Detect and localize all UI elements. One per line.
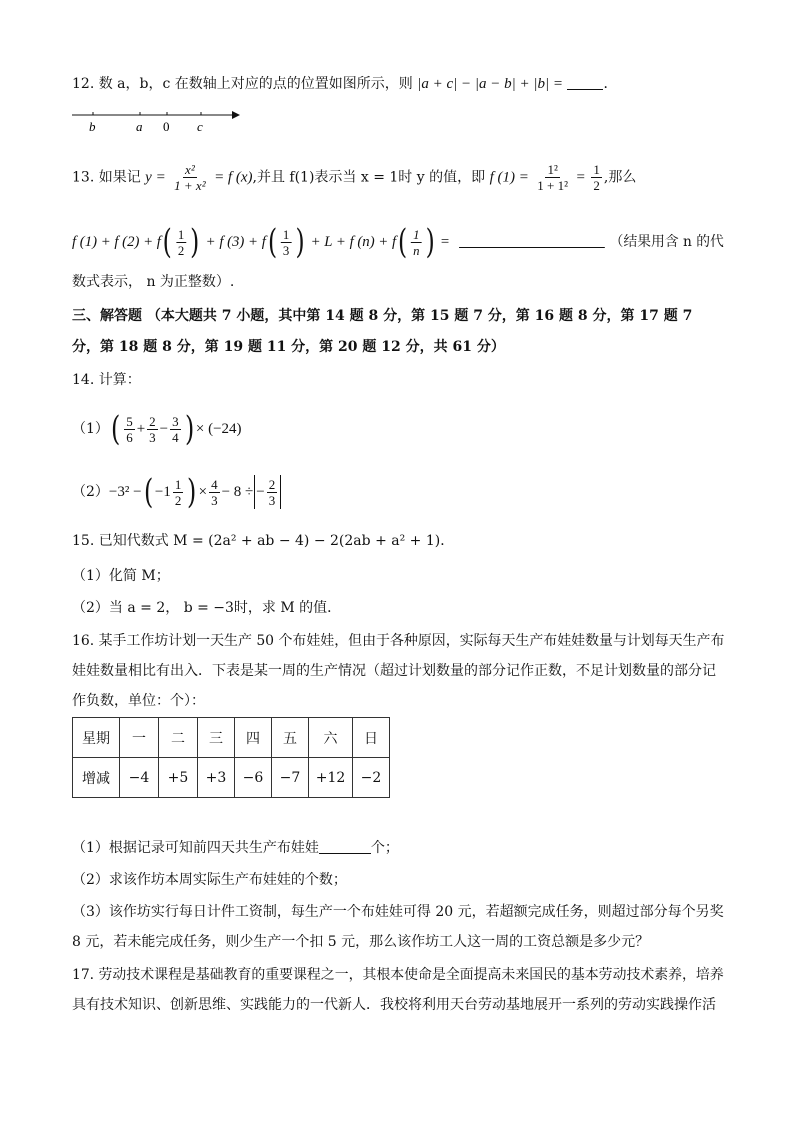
table-cell: 日 bbox=[353, 718, 390, 758]
question-16-part-3-line-2: 8 元，若未能完成任务，则少生产一个扣 5 元，那么该作坊工人这一周的工资总额是多少元？ bbox=[72, 934, 650, 950]
question-17-line-1: 17. 劳动技术课程是基础教育的重要课程之一，其根本使命是全面提高未来国民的基本劳动技术素养，培养 bbox=[72, 967, 724, 983]
q13-frac-half: $\frac{1}{2}$ bbox=[177, 226, 185, 258]
question-15-part-1: （1）化简 M； bbox=[72, 568, 170, 584]
q12-end: ． bbox=[603, 76, 618, 92]
table-cell: +12 bbox=[309, 758, 353, 798]
q12-text: 12. 数 a，b，c 在数轴上对应的点的位置如图所示，则 bbox=[72, 76, 413, 92]
question-16-line-1: 16. 某手工作坊计划一天生产 50 个布娃娃，但由于各种原因，实际每天生产布娃娃数量与计划每天生产布 bbox=[72, 633, 725, 649]
question-14-title: 14. 计算： bbox=[72, 372, 141, 388]
table-cell: 增减 bbox=[73, 758, 120, 798]
table-cell: +5 bbox=[159, 758, 198, 798]
question-13-line-3: 数式表示， n 为正整数）. bbox=[72, 274, 235, 290]
q13-f1: f (1) = bbox=[489, 169, 529, 186]
table-cell: 三 bbox=[198, 718, 235, 758]
axis-label-b: b bbox=[89, 119, 96, 134]
q13-frac-third: $\frac{1}{3}$ bbox=[282, 226, 290, 258]
table-cell: 二 bbox=[159, 718, 198, 758]
q13-sum-part-b: + f (3) + f bbox=[205, 234, 266, 250]
section-3-detail-2: 分，第 18 题 8 分，第 19 题 11 分，第 20 题 12 分，共 61 分） bbox=[72, 339, 505, 355]
q13-y-def: y = bbox=[145, 169, 166, 186]
question-13-line-2: f (1) + f (2) + f( $\frac{1}{2}$ ) + f (3) + f( $\frac{1}{3}$ ) + L + f (n) + f( $\frac{1}{n}$ ) = （结果用含 n 的代 bbox=[72, 222, 724, 262]
q13-tail: （结果用含 n 的代 bbox=[609, 234, 724, 250]
table-cell: 五 bbox=[272, 718, 309, 758]
table-cell: −2 bbox=[353, 758, 390, 798]
question-15-title: 15. 已知代数式 M = (2a² + ab − 4) − 2(2ab + a² + 1)． bbox=[72, 533, 455, 549]
q13-prefix: 13. 如果记 bbox=[72, 169, 141, 186]
table-row bbox=[73, 758, 390, 798]
q13-answer-blank bbox=[460, 233, 606, 248]
question-14-part-1: （1）( $\frac{5}{6}$ + $\frac{2}{3}$ − $\frac{3}{4}$ ) × (−24) bbox=[72, 409, 242, 449]
table-cell: −7 bbox=[272, 758, 309, 798]
question-16-part-1: （1）根据记录可知前四天共生产布娃娃 个； bbox=[72, 840, 399, 856]
table-row bbox=[73, 718, 390, 758]
question-15-part-2: （2）当 a = 2， b = −3时，求 M 的值． bbox=[72, 600, 342, 616]
axis-label-a: a bbox=[136, 119, 143, 134]
question-16-part-2: （2）求该作坊本周实际生产布娃娃的个数； bbox=[72, 872, 347, 888]
question-13-line-1: 13. 如果记 y = $\frac{\text{x²}}{\text{1 + x²}}$ = f (x),并且 f(1)表示当 x = 1时 y 的值，即 f (1) = $\frac{\text{1²}}{\text{1 + 1²}}$ = $\frac{1}{2}$ ,那么 bbox=[72, 162, 637, 193]
q13-sum-part-a: f (1) + f (2) + f bbox=[72, 234, 161, 250]
table-cell: 四 bbox=[235, 718, 272, 758]
table-cell: −6 bbox=[235, 758, 272, 798]
question-16-line-3: 作负数，单位：个）： bbox=[72, 693, 205, 709]
q12-answer-blank bbox=[567, 75, 603, 90]
section-3-title: 三、解答题 bbox=[72, 308, 142, 324]
question-14-part-2: （2）−3² −( −1 $\frac{1}{2}$ ) × $\frac{4}{3}$ − 8 ÷ − $\frac{2}{3}$ bbox=[72, 475, 282, 509]
q13-frac-n: $\frac{1}{n}$ bbox=[413, 226, 420, 258]
q13-fx: = f (x) bbox=[214, 169, 253, 186]
q13-fraction-half: $\frac{1}{2}$ bbox=[593, 162, 600, 193]
axis-label-c: c bbox=[197, 119, 203, 134]
axis-label-0: 0 bbox=[163, 119, 170, 134]
q13-mid: ,并且 f(1)表示当 x = 1时 y 的值，即 bbox=[252, 169, 486, 186]
q16-answer-blank bbox=[319, 839, 371, 854]
question-16-line-2: 娃娃数量相比有出入．下表是某一周的生产情况（超过计划数量的部分记作正数，不足计划数量的部分记 bbox=[72, 663, 716, 679]
q13-sum-part-c: + L + f (n) + f bbox=[310, 234, 397, 250]
q13-fraction-x2: $\frac{\text{x²}}{\text{1 + x²}}$ bbox=[174, 162, 206, 193]
q13-fraction-f1: $\frac{\text{1²}}{\text{1 + 1²}}$ bbox=[537, 162, 569, 193]
section-3-detail-1: （本大题共 7 小题，其中第 14 题 8 分，第 15 题 7 分，第 16 题 8 分，第 17 题 7 bbox=[146, 308, 693, 324]
table-cell: +3 bbox=[198, 758, 235, 798]
question-17-line-2: 具有技术知识、创新思维、实践能力的一代新人．我校将利用天台劳动基地展开一系列的劳动实践操作活 bbox=[72, 997, 716, 1013]
question-12 bbox=[72, 74, 617, 94]
number-line bbox=[70, 104, 245, 140]
table-cell: 六 bbox=[309, 718, 353, 758]
q13-end: ,那么 bbox=[603, 169, 637, 186]
production-table bbox=[72, 717, 390, 798]
table-cell: 星期 bbox=[73, 718, 120, 758]
question-16-part-3-line-1: （3）该作坊实行每日计件工资制，每生产一个布娃娃可得 20 元，若超额完成任务，则超过部分每个另奖 bbox=[72, 904, 724, 920]
table-cell: 一 bbox=[120, 718, 159, 758]
q12-expression: |a + c| − |a − b| + |b| = bbox=[417, 76, 563, 92]
section-3-header bbox=[72, 306, 692, 326]
table-cell: −4 bbox=[120, 758, 159, 798]
